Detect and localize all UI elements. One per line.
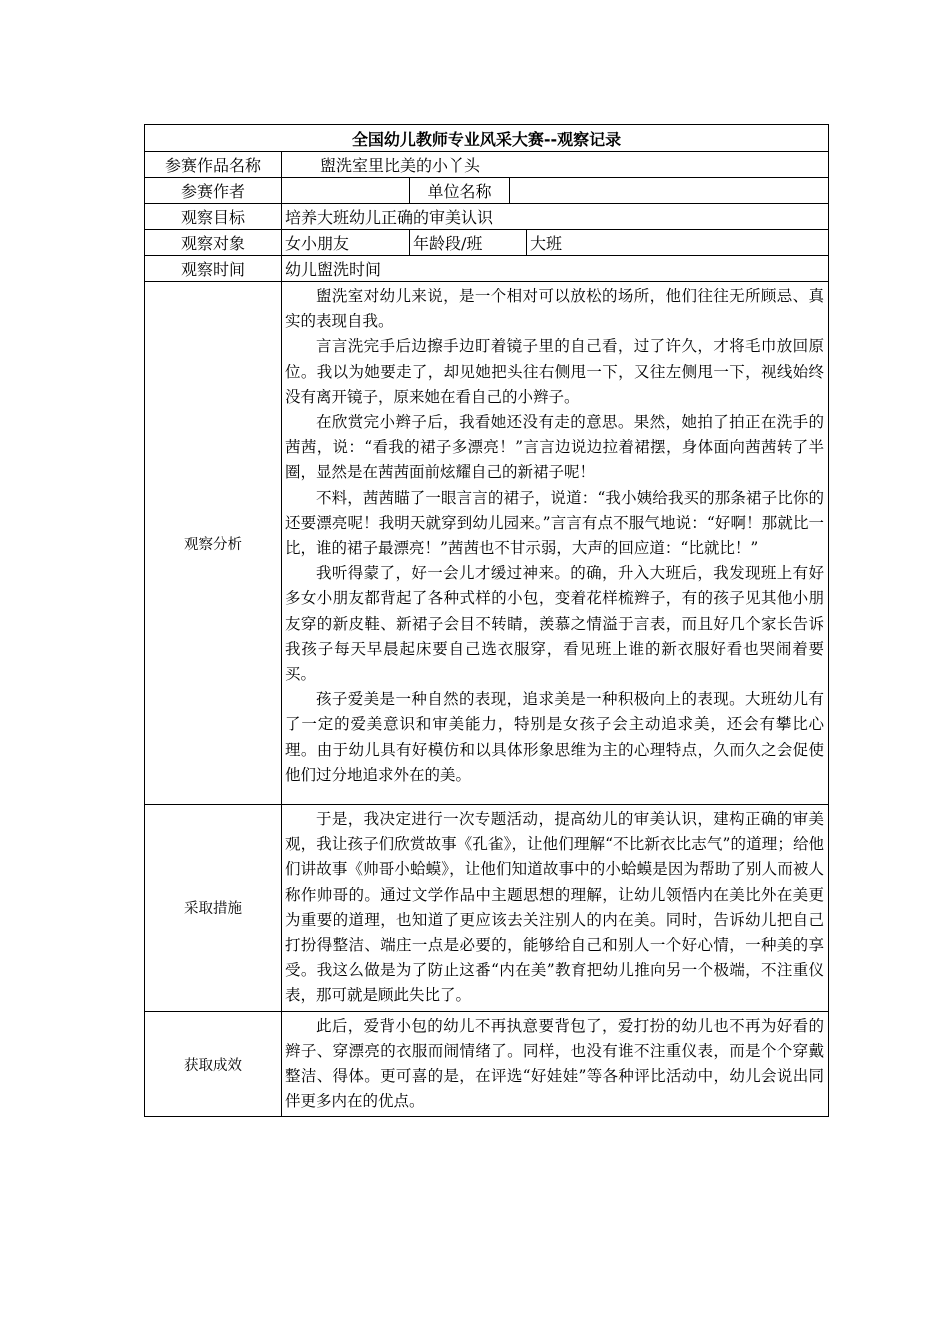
analysis-paragraph: 在欣赏完小辫子后，我看她还没有走的意思。果然，她拍了拍正在洗手的茜茜，说：“看我的裙子多漂亮！”言言边说边拉着裙摆，身体面向茜茜转了半圈，显然是在茜茜面前炫耀自己的新裙子呢！ <box>285 413 825 482</box>
analysis-label: 观察分析 <box>145 282 282 805</box>
analysis-content <box>282 282 829 805</box>
work-name-label: 参赛作品名称 <box>145 152 282 178</box>
unit-label: 单位名称 <box>410 178 510 204</box>
measures-paragraph: 于是，我决定进行一次专题活动，提高幼儿的审美认识，建构正确的审美观，我让孩子们欣赏故事《孔雀》，让他们理解“不比新衣比志气”的道理；给他们讲故事《帅哥小蛤蟆》，让他们知道故事中的小蛤蟆是因为帮助了别人而被人称作帅哥的。通过文学作品中主题思想的理解，让幼儿领悟内在美比外在美更为重要的道理，也知道了更应该去关注别人的内在美。同时，告诉幼儿把自己打扮得整洁、端庄一点是必要的，能够给自己和别人一个好心情，一种美的享受。我这么做是为了防止这番“内在美”教育把幼儿推向另一个极端，不注重仪表，那可就是顾此失比了。 <box>285 810 825 1005</box>
analysis-paragraph: 盥洗室对幼儿来说，是一个相对可以放松的场所，他们往往无所顾忌、真实的表现自我。 <box>285 287 825 331</box>
author-label: 参赛作者 <box>145 178 282 204</box>
analysis-paragraph: 孩子爱美是一种自然的表现，追求美是一种积极向上的表现。大班幼儿有了一定的爱美意识和审美能力，特别是女孩子会主动追求美，还会有攀比心理。由于幼儿具有好模仿和以具体形象思维为主的心理特点，久而久之会促使他们过分地追求外在的美。 <box>285 690 825 784</box>
measures-label: 采取措施 <box>145 805 282 1012</box>
subject-value: 女小朋友 <box>282 230 410 256</box>
goal-label: 观察目标 <box>145 204 282 230</box>
unit-value <box>510 178 829 204</box>
grade-label: 年龄段/班 <box>410 230 527 256</box>
analysis-paragraph: 我听得蒙了，好一会儿才缓过神来。的确，升入大班后，我发现班上有好多女小朋友都背起了各种式样的小包，变着花样梳辫子，有的孩子见其他小朋友穿的新皮鞋、新裙子会目不转睛，羡慕之情溢于言表，而且好几个家长告诉我孩子每天早晨起床要自己选衣服穿，看见班上谁的新衣服好看也哭闹着要买。 <box>285 564 825 684</box>
analysis-paragraph: 不料，茜茜瞄了一眼言言的裙子，说道：“我小姨给我买的那条裙子比你的还要漂亮呢！我明天就穿到幼儿园来。”言言有点不服气地说：“好啊！那就比一比，谁的裙子最漂亮！”茜茜也不甘示弱，大声的回应道：“比就比！” <box>285 488 825 558</box>
grade-value: 大班 <box>527 230 829 256</box>
subject-label: 观察对象 <box>145 230 282 256</box>
results-content <box>282 1011 829 1117</box>
measures-content <box>282 805 829 1012</box>
goal-value: 培养大班幼儿正确的审美认识 <box>282 204 829 230</box>
analysis-paragraph: 言言洗完手后边擦手边盯着镜子里的自己看，过了许久，才将毛巾放回原位。我以为她要走了，却见她把头往右侧甩一下，又往左侧甩一下，视线始终没有离开镜子，原来她在看自己的小辫子。 <box>285 337 825 406</box>
work-name-value: 盥洗室里比美的小丫头 <box>282 152 829 178</box>
observation-record-table <box>144 124 829 1117</box>
time-value: 幼儿盥洗时间 <box>282 256 829 282</box>
results-label: 获取成效 <box>145 1011 282 1117</box>
form-title: 全国幼儿教师专业风采大赛--观察记录 <box>145 125 829 152</box>
time-label: 观察时间 <box>145 256 282 282</box>
results-paragraph: 此后，爱背小包的幼儿不再执意要背包了，爱打扮的幼儿也不再为好看的辫子、穿漂亮的衣服而闹情绪了。同样，也没有谁不注重仪表，而是个个穿戴整洁、得体。更可喜的是，在评选“好娃娃”等各种评比活动中，幼儿会说出同伴更多内在的优点。 <box>285 1016 825 1111</box>
author-value <box>282 178 410 204</box>
